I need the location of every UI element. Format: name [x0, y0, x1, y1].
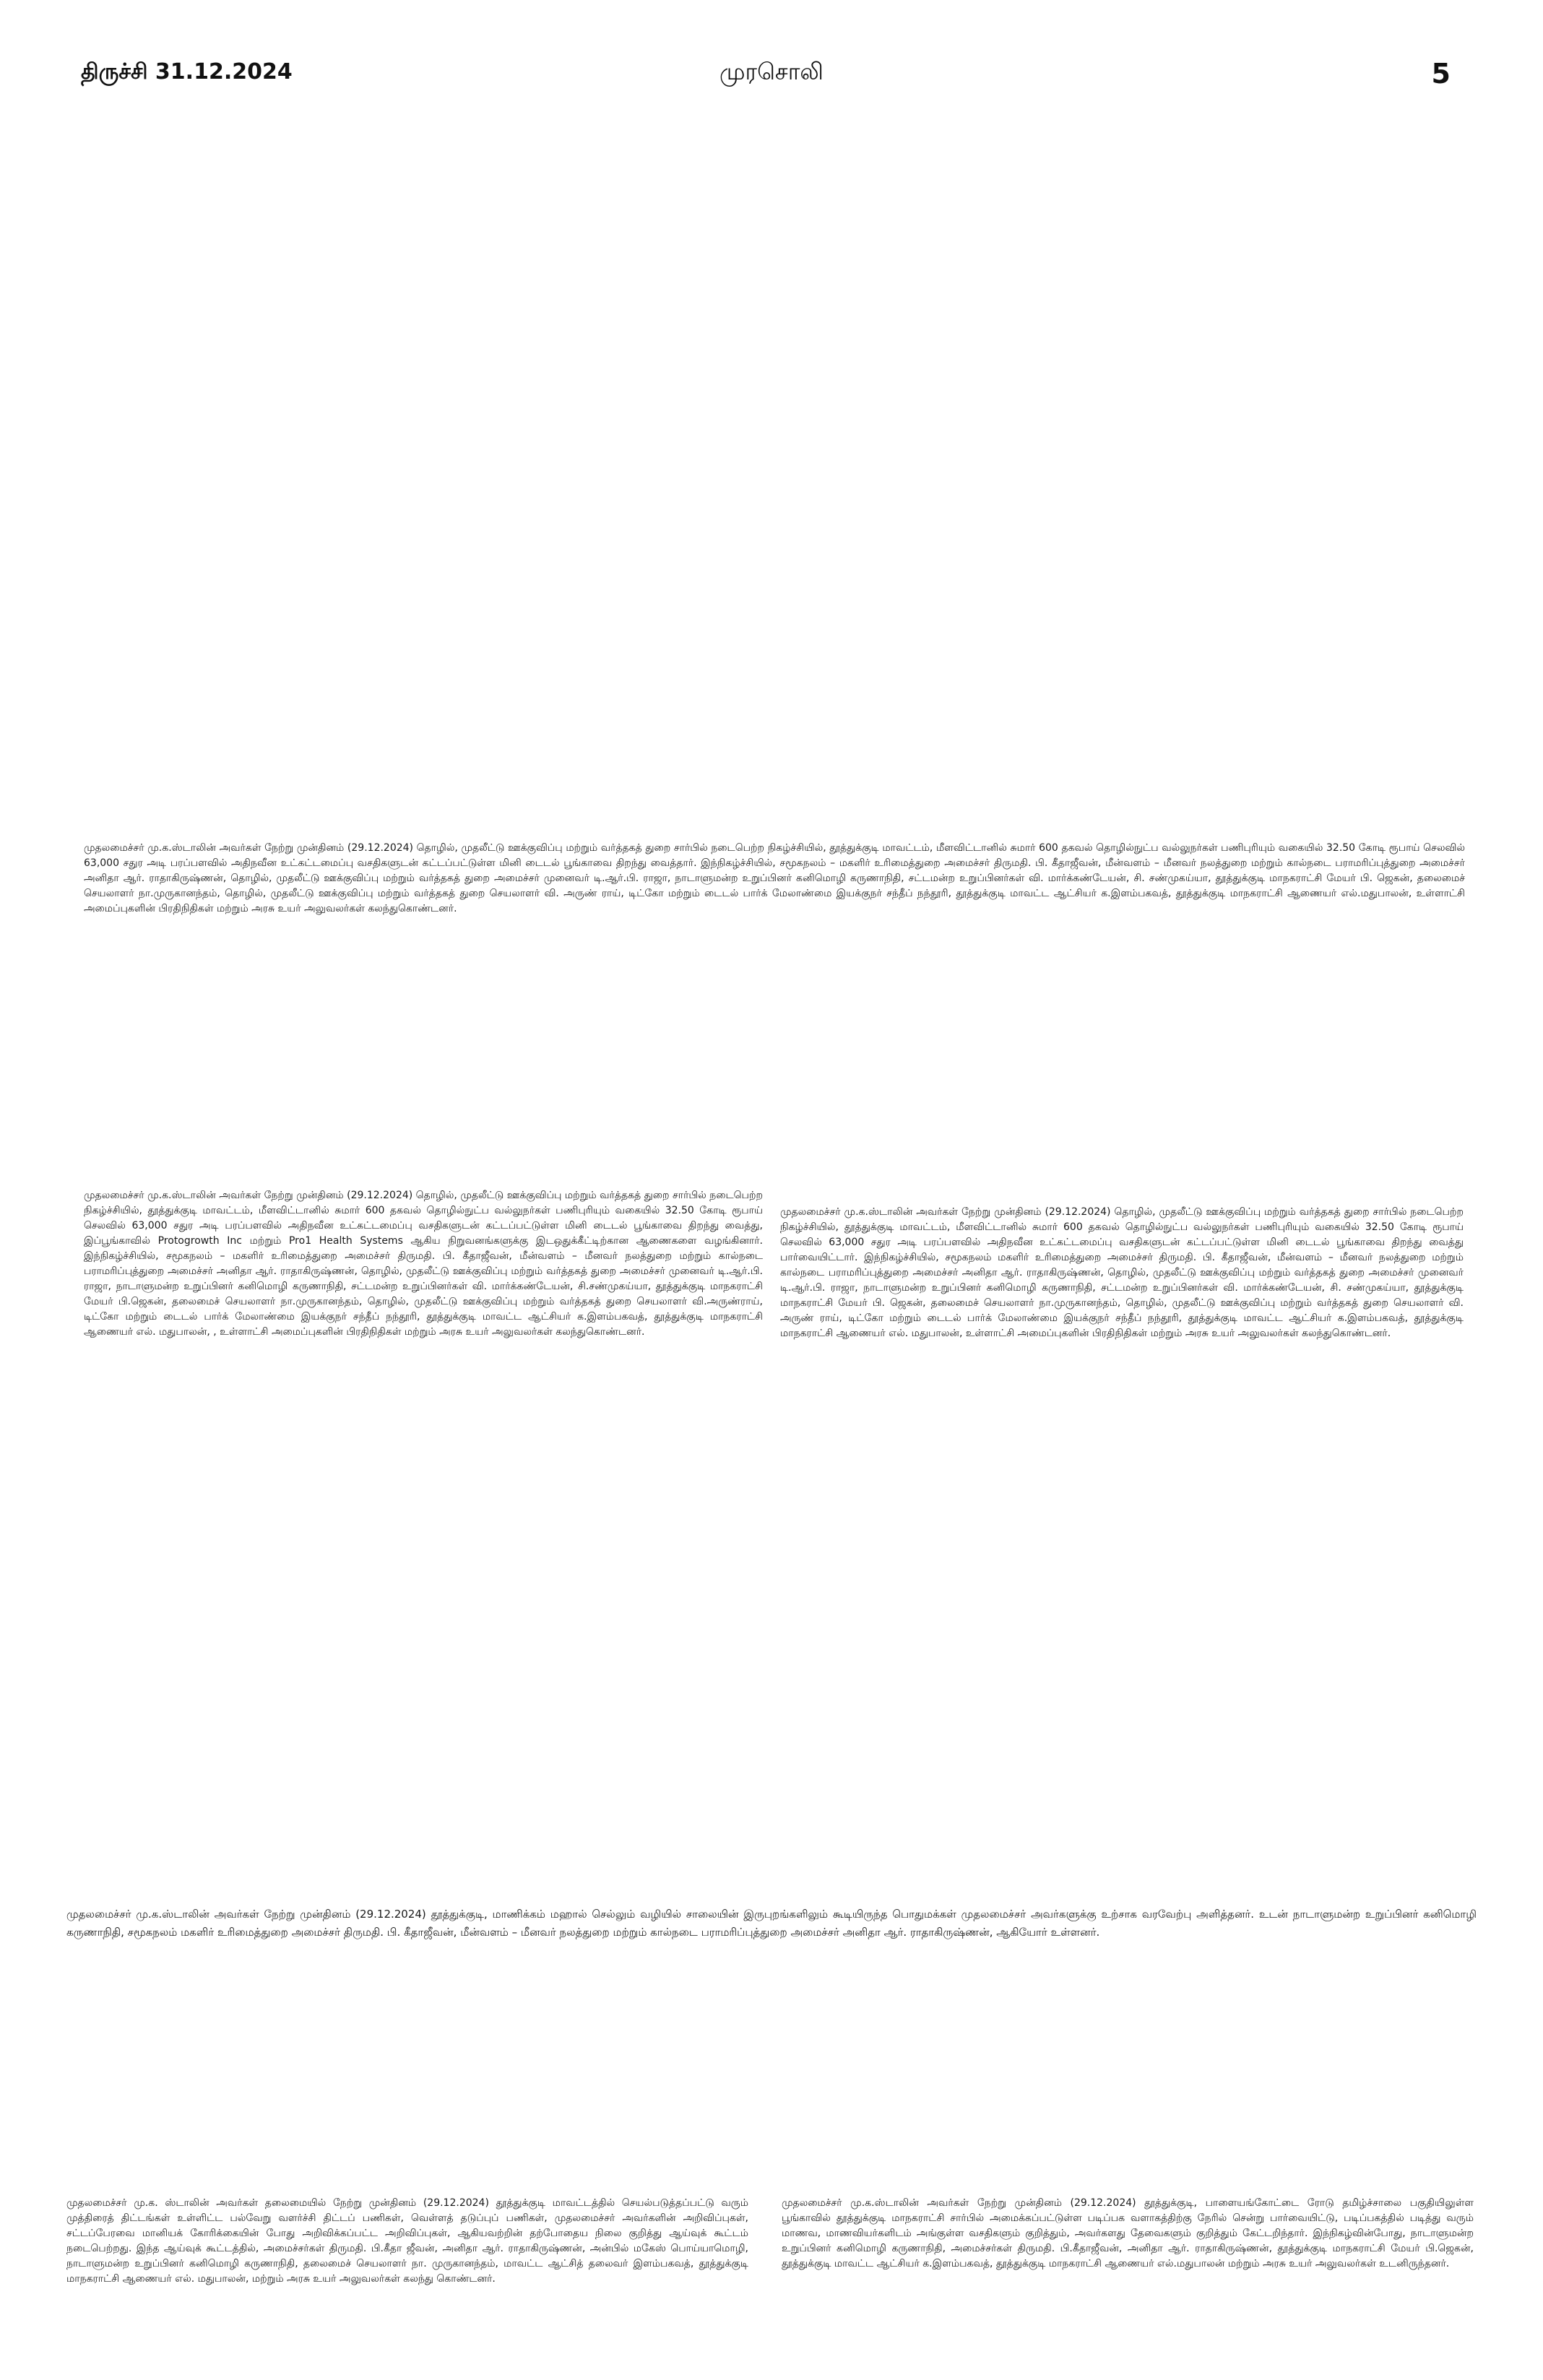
photo-caption-tidel-park-visit: முதலமைச்சர் மு.க.ஸ்டாலின் அவர்கள் நேற்று முன்தினம் (29.12.2024) தொழில், முதலீட்டு ஊக்குவிப்பு மற்றும் வர்த்தகத் துறை சார்பில் நடைபெற்ற நிகழ்ச்சியில், தூத்துக்குடி மாவட்டம், மீளவிட்டானில் சுமார் 600 தகவல் தொழில்நுட்ப வல்லுநர்கள் பணிபுரியும் வகையில் 32.50 கோடி ரூபாய் செலவில் 63,000 சதுர அடி பரப்பளவில் அதிநவீன உட்கட்டமைப்பு வசதிகளுடன் கட்டப்பட்டுள்ள மினி டைடல் பூங்காவை திறந்து வைத்து பார்வையிட்டார். இந்நிகழ்ச்சியில், சமூகநலம் மகளிர் உரிமைத்துறை அமைச்சர் திருமதி. பி. கீதாஜீவன், மீன்வளம் – மீனவர் நலத்துறை மற்றும் கால்நடை பராமரிப்புத்துறை அமைச்சர் அனிதா ஆர். ராதாகிருஷ்ணன், தொழில், முதலீட்டு ஊக்குவிப்பு மற்றும் வர்த்தகத் துறை அமைச்சர் முனைவர் டி.ஆர்.பி. ராஜா, நாடாளுமன்ற உறுப்பினர் கனிமொழி கருணாநிதி, சட்டமன்ற உறுப்பினர்கள் வி. மார்க்கண்டேயன், சி. சண்முகய்யா, தூத்துக்குடி மாநகராட்சி மேயர் பி. ஜெகன், தலைமைச் செயலாளர் நா.முருகானந்தம், தொழில், முதலீட்டு ஊக்குவிப்பு மற்றும் வர்த்தகத் துறை செயலாளர் வி. அருண் ராய், டிட்கோ மற்றும் டைடல் பார்க் மேலாண்மை இயக்குநர் சந்தீப் நந்தூரி, தூத்துக்குடி மாவட்ட ஆட்சியர் க.இளம்பகவத், தூத்துக்குடி மாநகராட்சி ஆணையர் எல். மதுபாலன், உள்ளாட்சி அமைப்புகளின் பிரதிநிதிகள் மற்றும் அரசு உயர் அலுவலர்கள் கலந்துகொண்டனர்.	[780, 1206, 1464, 1339]
newspaper-title: முரசொலி	[719, 58, 824, 85]
photo-caption-public-welcome: முதலமைச்சர் மு.க.ஸ்டாலின் அவர்கள் நேற்று முன்தினம் (29.12.2024) தூத்துக்குடி, மாணிக்கம் மஹால் செல்லும் வழியில் சாலையின் இருபுறங்களிலும் கூடியிருந்த பொதுமக்கள் முதலமைச்சர் அவர்களுக்கு உற்சாக வரவேற்பு அளித்தனர். உடன் நாடாளுமன்ற உறுப்பினர் கனிமொழி கருணாநிதி, சமூகநலம் மகளிர் உரிமைத்துறை அமைச்சர் திருமதி. பி. கீதாஜீவன், மீன்வளம் – மீனவர் நலத்துறை மற்றும் கால்நடை பராமரிப்புத்துறை அமைச்சர் அனிதா ஆர். ராதாகிருஷ்ணன், ஆகியோர் உள்ளனர்.	[66, 1908, 1477, 1939]
edition-date: திருச்சி 31.12.2024	[81, 59, 293, 85]
photo-caption-allotment-orders: முதலமைச்சர் மு.க.ஸ்டாலின் அவர்கள் நேற்று முன்தினம் (29.12.2024) தொழில், முதலீட்டு ஊக்குவிப்பு மற்றும் வர்த்தகத் துறை சார்பில் நடைபெற்ற நிகழ்ச்சியில், தூத்துக்குடி மாவட்டம், மீளவிட்டானில் சுமார் 600 தகவல் தொழில்நுட்ப வல்லுநர்கள் பணிபுரியும் வகையில் 32.50 கோடி ரூபாய் செலவில் 63,000 சதுர அடி பரப்பளவில் அதிநவீன உட்கட்டமைப்பு வசதிகளுடன் கட்டப்பட்டுள்ள மினி டைடல் பூங்காவை திறந்து வைத்து, இப்பூங்காவில் Protogrowth Inc மற்றும் Pro1 Health Systems ஆகிய நிறுவனங்களுக்கு இடஒதுக்கீட்டிற்கான ஆணைகளை வழங்கினார். இந்நிகழ்ச்சியில், சமூகநலம் – மகளிர் உரிமைத்துறை அமைச்சர் திருமதி. பி. கீதாஜீவன், மீன்வளம் – மீனவர் நலத்துறை மற்றும் கால்நடை பராமரிப்புத்துறை அமைச்சர் அனிதா ஆர். ராதாகிருஷ்ணன், தொழில், முதலீட்டு ஊக்குவிப்பு மற்றும் வர்த்தகத் துறை அமைச்சர் முனைவர் டி.ஆர்.பி. ராஜா, நாடாளுமன்ற உறுப்பினர் கனிமொழி கருணாநிதி, சட்டமன்ற உறுப்பினர்கள் வி. மார்க்கண்டேயன், சி.சண்முகய்யா, தூத்துக்குடி மாநகராட்சி மேயர் பி.ஜெகன், தலைமைச் செயலாளர் நா.முருகானந்தம், தொழில், முதலீட்டு ஊக்குவிப்பு மற்றும் வர்த்தகத் துறை செயலாளர் வி.அருண்ராய், டிட்கோ மற்றும் டைடல் பார்க் மேலாண்மை இயக்குநர் சந்தீப் நந்தூரி, தூத்துக்குடி மாவட்ட ஆட்சியர் க.இளம்பகவத், தூத்துக்குடி மாநகராட்சி ஆணையர் எல். மதுபாலன், , உள்ளாட்சி அமைப்புகளின் பிரதிநிதிகள் மற்றும் அரசு உயர் அலுவலர்கள் கலந்துகொண்டனர்.	[84, 1190, 763, 1338]
photo-caption-tidel-park-inauguration: முதலமைச்சர் மு.க.ஸ்டாலின் அவர்கள் நேற்று முன்தினம் (29.12.2024) தொழில், முதலீட்டு ஊக்குவிப்பு மற்றும் வர்த்தகத் துறை சார்பில் நடைபெற்ற நிகழ்ச்சியில், தூத்துக்குடி மாவட்டம், மீளவிட்டானில் சுமார் 600 தகவல் தொழில்நுட்ப வல்லுநர்கள் பணிபுரியும் வகையில் 32.50 கோடி ரூபாய் செலவில் 63,000 சதுர அடி பரப்பளவில் அதிநவீன உட்கட்டமைப்பு வசதிகளுடன் கட்டப்பட்டுள்ள மினி டைடல் பூங்காவை திறந்து வைத்தார். இந்நிகழ்ச்சியில், சமூகநலம் – மகளிர் உரிமைத்துறை அமைச்சர் திருமதி. பி. கீதாஜீவன், மீன்வளம் – மீனவர் நலத்துறை மற்றும் கால்நடை பராமரிப்புத்துறை அமைச்சர் அனிதா ஆர். ராதாகிருஷ்ணன், தொழில், முதலீட்டு ஊக்குவிப்பு மற்றும் வர்த்தகத் துறை அமைச்சர் முனைவர் டி.ஆர்.பி. ராஜா, நாடாளுமன்ற உறுப்பினர் கனிமொழி கருணாநிதி, சட்டமன்ற உறுப்பினர்கள் வி. மார்க்கண்டேயன், சி. சண்முகய்யா, தூத்துக்குடி மாநகராட்சி மேயர் பி. ஜெகன், தலைமைச் செயலாளர் நா.முருகானந்தம், தொழில், முதலீட்டு ஊக்குவிப்பு மற்றும் வர்த்தகத் துறை செயலாளர் வி. அருண் ராய், டிட்கோ மற்றும் டைடல் பார்க் மேலாண்மை இயக்குநர் சந்தீப் நந்தூரி, தூத்துக்குடி மாவட்ட ஆட்சியர் க.இளம்பகவத், தூத்துக்குடி மாநகராட்சி ஆணையர் எல்.மதுபாலன், உள்ளாட்சி அமைப்புகளின் பிரதிநிதிகள் மற்றும் அரசு உயர் அலுவலர்கள் கலந்துகொண்டனர்.	[84, 842, 1465, 914]
photo-caption-library-visit: முதலமைச்சர் மு.க.ஸ்டாலின் அவர்கள் நேற்று முன்தினம் (29.12.2024) தூத்துக்குடி, பாளையங்கோட்டை ரோடு தமிழ்ச்சாலை பகுதியிலுள்ள பூங்காவில் தூத்துக்குடி மாநகராட்சி சார்பில் அமைக்கப்பட்டுள்ள படிப்பக வளாகத்திற்கு நேரில் சென்று பார்வையிட்டு, படிப்பகத்தில் படித்து வரும் மாணவ, மாணவியர்களிடம் அங்குள்ள வசதிகளும் குறித்தும், அவர்களது தேவைகளும் குறித்தும் கேட்டறிந்தார். இந்நிகழ்வின்போது, நாடாளுமன்ற உறுப்பினர் கனிமொழி கருணாநிதி, அமைச்சர்கள் திருமதி. பி.கீதாஜீவன், அனிதா ஆர். ராதாகிருஷ்ணன், தூத்துக்குடி மாநகராட்சி மேயர் பி.ஜெகன், தூத்துக்குடி மாவட்ட ஆட்சியர் க.இளம்பகவத், தூத்துக்குடி மாநகராட்சி ஆணையர் எல்.மதுபாலன் மற்றும் அரசு உயர் அலுவலர்கள் உடனிருந்தனர்.	[782, 2197, 1474, 2269]
page-number: 5	[1431, 58, 1451, 90]
photo-caption-review-meeting: முதலமைச்சர் மு.க. ஸ்டாலின் அவர்கள் தலைமையில் நேற்று முன்தினம் (29.12.2024) தூத்துக்குடி மாவட்டத்தில் செயல்படுத்தப்பட்டு வரும் முத்திரைத் திட்டங்கள் உள்ளிட்ட பல்வேறு வளர்ச்சி திட்டப் பணிகள், வெள்ளத் தடுப்புப் பணிகள், முதலமைச்சர் அவர்களின் அறிவிப்புகள், சட்டப்பேரவை மானியக் கோரிக்கையின் போது அறிவிக்கப்பட்ட அறிவிப்புகள், ஆகியவற்றின் தற்போதைய நிலை குறித்து ஆய்வுக் கூட்டம் நடைபெற்றது. இந்த ஆய்வுக் கூட்டத்தில், அமைச்சர்கள் திருமதி. பி.கீதா ஜீவன், அனிதா ஆர். ராதாகிருஷ்ணன், அன்பில் மகேஸ் பொய்யாமொழி, நாடாளுமன்ற உறுப்பினர் கனிமொழி கருணாநிதி, தலைமைச் செயலாளர் நா. முருகானந்தம், மாவட்ட ஆட்சித் தலைவர் இளம்பகவத், தூத்துக்குடி மாநகராட்சி ஆணையர் எல். மதுபாலன், மற்றும் அரசு உயர் அலுவலர்கள் கலந்து கொண்டனர்.	[66, 2197, 748, 2285]
